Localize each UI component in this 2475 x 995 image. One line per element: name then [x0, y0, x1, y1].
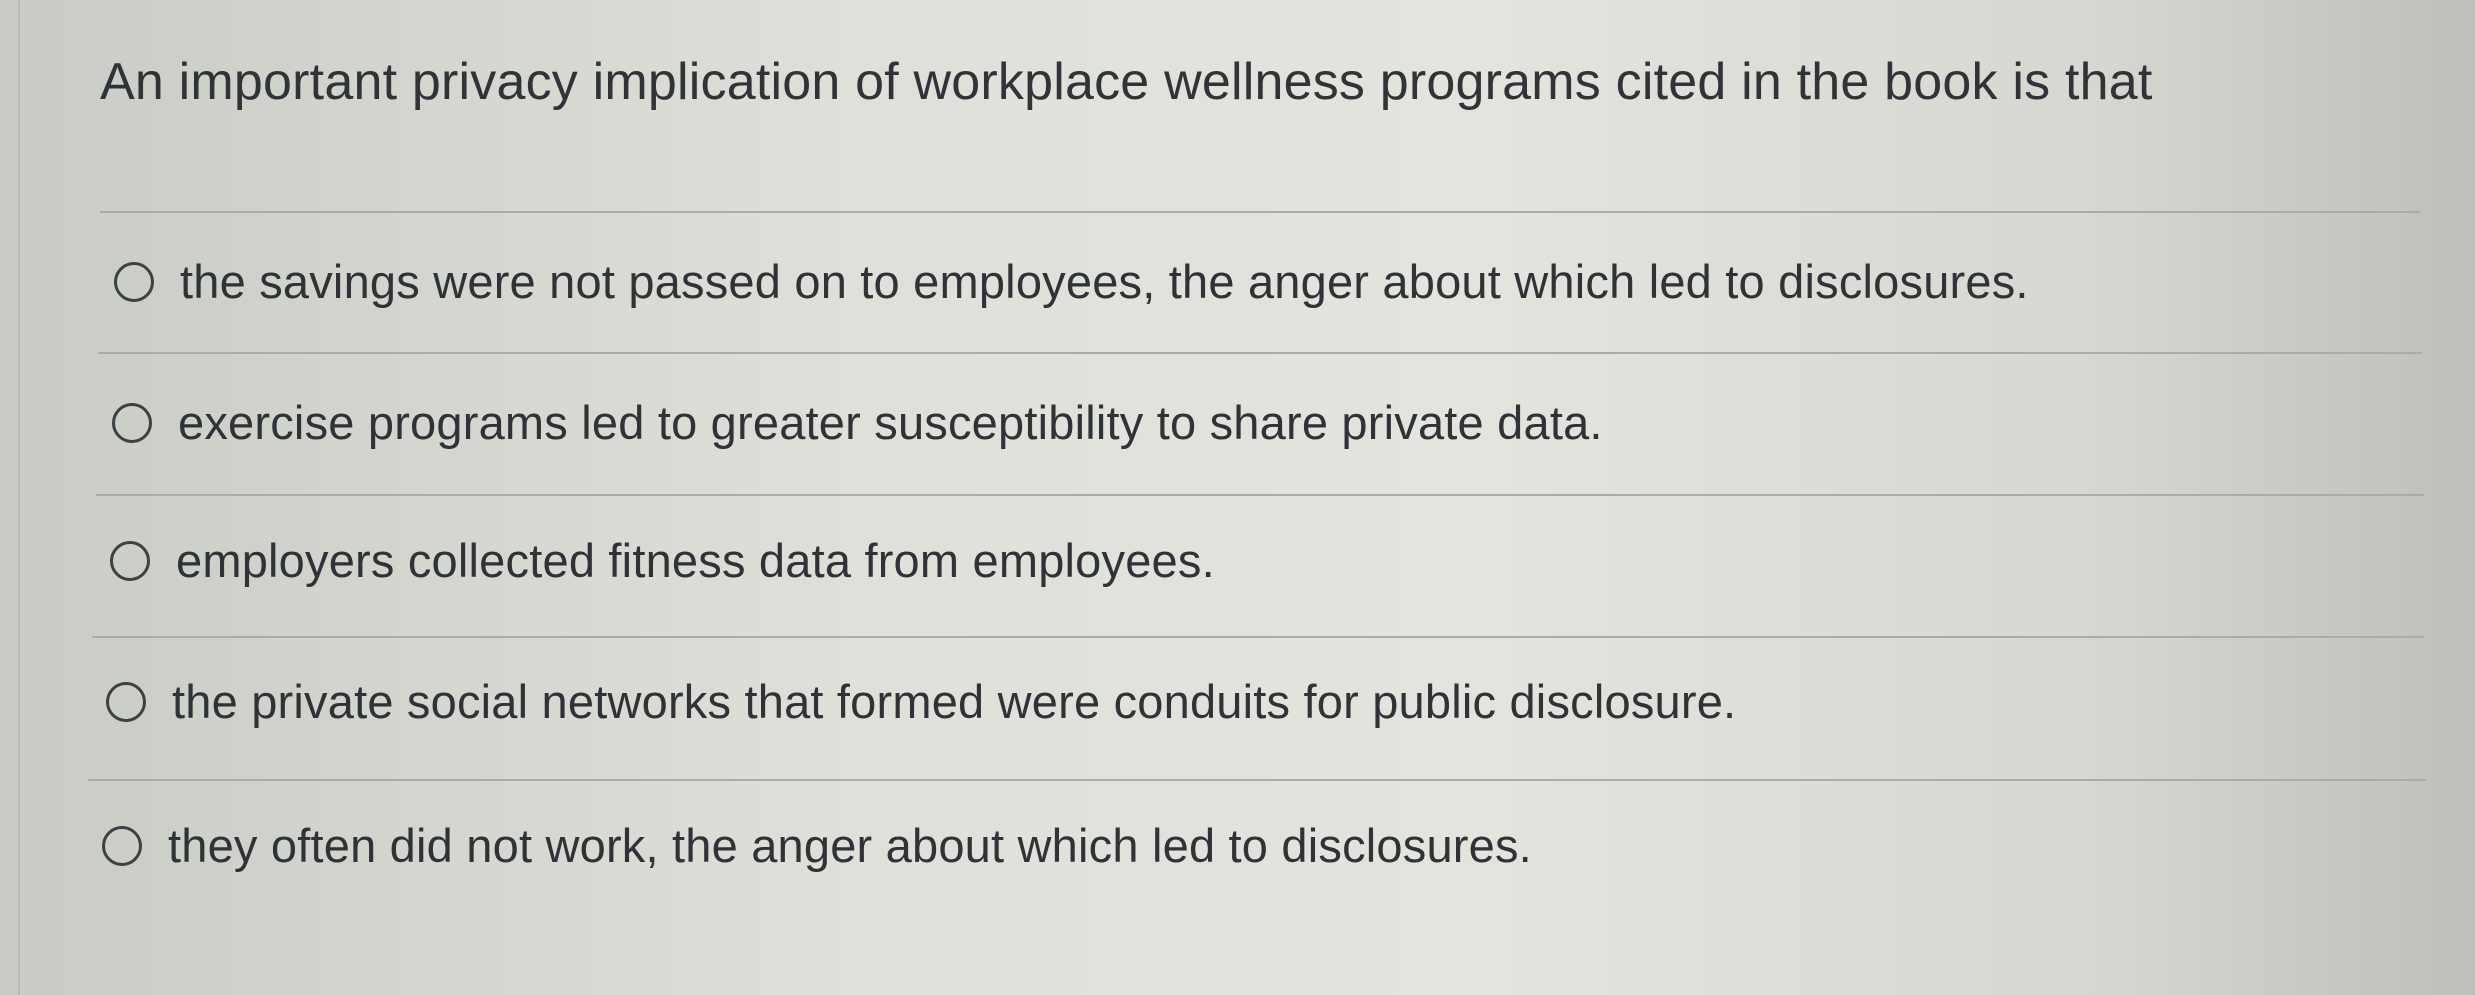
divider — [100, 211, 2420, 213]
answer-option-label: the private social networks that formed were conduits for public disclosure. — [172, 675, 1737, 728]
answer-option-2[interactable] — [112, 395, 1603, 450]
answer-option-label: the savings were not passed on to employees, the anger about which led to disclosures. — [180, 255, 2029, 308]
radio-button-icon[interactable] — [106, 682, 146, 722]
answer-option-3[interactable] — [110, 533, 1215, 588]
divider — [96, 494, 2424, 496]
answer-option-1[interactable] — [114, 254, 2029, 309]
question-text: An important privacy implication of workplace wellness programs cited in the book is that — [100, 53, 2153, 111]
answer-option-label: employers collected fitness data from employees. — [176, 534, 1215, 587]
radio-button-icon[interactable] — [110, 541, 150, 581]
answer-option-label: they often did not work, the anger about which led to disclosures. — [168, 819, 1532, 872]
divider — [92, 636, 2424, 638]
divider — [98, 352, 2422, 354]
divider — [88, 779, 2426, 781]
radio-button-icon[interactable] — [114, 262, 154, 302]
answer-option-5[interactable] — [102, 818, 1532, 873]
panel-left-border — [18, 0, 20, 995]
radio-button-icon[interactable] — [112, 403, 152, 443]
radio-button-icon[interactable] — [102, 826, 142, 866]
answer-option-label: exercise programs led to greater susceptibility to share private data. — [178, 396, 1603, 449]
answer-option-4[interactable] — [106, 674, 1736, 729]
